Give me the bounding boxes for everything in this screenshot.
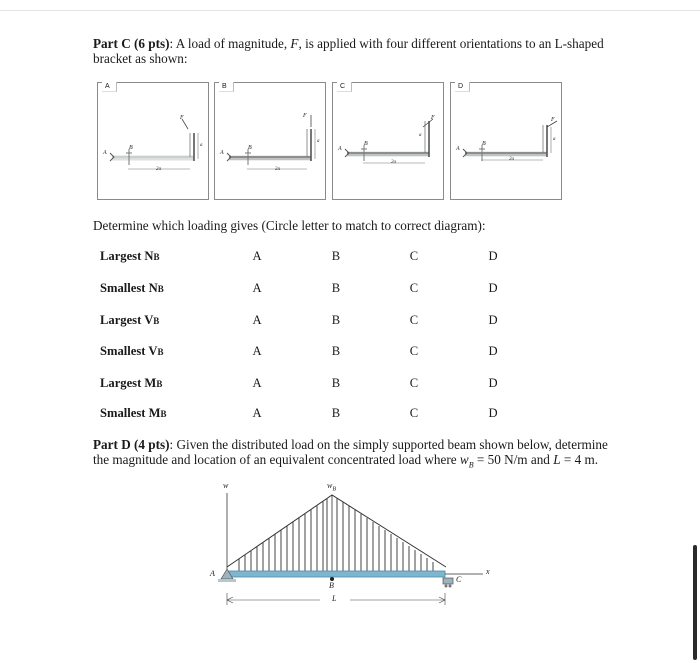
dim-2a-label: 2a bbox=[509, 157, 514, 162]
load-label: F bbox=[180, 115, 184, 121]
part-c-text-1b: , is applied with four different orientations to an L-shaped bbox=[298, 36, 604, 51]
distributed-load-diagram bbox=[200, 475, 510, 625]
part-c-text-1: : A load of magnitude, bbox=[169, 36, 291, 51]
scrollbar[interactable] bbox=[693, 545, 697, 660]
beam-figure bbox=[200, 475, 510, 630]
dim-a-label: a bbox=[317, 139, 320, 144]
diagram-panel-b bbox=[214, 82, 326, 200]
diagram-panel-a bbox=[97, 82, 209, 200]
bracket-diagram-a bbox=[98, 83, 208, 199]
dim-2a-label: 2a bbox=[391, 160, 396, 165]
load-label: F bbox=[303, 113, 307, 119]
part-d-text-2c: = 4 m. bbox=[560, 452, 599, 467]
load-label: F bbox=[431, 115, 435, 121]
diagram-panel-c bbox=[332, 82, 444, 200]
answer-row-largest-mb bbox=[0, 376, 700, 394]
row-label: Smallest VB bbox=[100, 344, 164, 358]
option-c[interactable]: C bbox=[409, 344, 419, 358]
part-d-text-1: : Given the distributed load on the simply supported beam shown below, determine bbox=[169, 437, 608, 452]
part-c-paragraph bbox=[93, 36, 613, 66]
option-a[interactable]: A bbox=[252, 281, 262, 295]
question-prompt: Determine which loading gives (Circle letter to match to correct diagram): bbox=[93, 218, 486, 233]
support-a-label: A bbox=[210, 569, 215, 578]
option-c[interactable]: C bbox=[409, 376, 419, 390]
option-a[interactable]: A bbox=[252, 344, 262, 358]
top-bar bbox=[0, 0, 700, 11]
option-d[interactable]: D bbox=[488, 313, 498, 327]
part-d-heading: Part D (4 pts) bbox=[93, 437, 170, 452]
pin-label: A bbox=[220, 150, 224, 156]
pin-label: A bbox=[456, 146, 460, 152]
option-d[interactable]: D bbox=[488, 249, 498, 263]
bracket-diagram-b bbox=[215, 83, 325, 199]
var-w: w bbox=[459, 452, 469, 467]
answer-row-largest-vb bbox=[0, 313, 700, 331]
option-b[interactable]: B bbox=[331, 344, 341, 358]
diagram-tag: B bbox=[219, 82, 234, 92]
var-w-sub: B bbox=[468, 460, 474, 470]
part-c-text-2: bracket as shown: bbox=[93, 51, 188, 66]
dim-a-label: a bbox=[419, 133, 422, 138]
diagram-tag: D bbox=[455, 82, 470, 92]
option-c[interactable]: C bbox=[409, 249, 419, 263]
option-b[interactable]: B bbox=[331, 281, 341, 295]
length-label: L bbox=[332, 594, 337, 603]
dim-2a-label: 2a bbox=[275, 167, 280, 172]
option-b[interactable]: B bbox=[331, 249, 341, 263]
diagram-tag: A bbox=[102, 82, 117, 92]
var-f: F bbox=[290, 36, 299, 51]
point-b-label: B bbox=[364, 141, 368, 147]
bracket-diagram-c bbox=[333, 83, 443, 199]
answer-row-smallest-nb bbox=[0, 281, 700, 299]
option-a[interactable]: A bbox=[252, 249, 262, 263]
pin-label: A bbox=[103, 150, 107, 156]
option-a[interactable]: A bbox=[252, 313, 262, 327]
option-a[interactable]: A bbox=[252, 406, 262, 420]
row-label: Largest MB bbox=[100, 376, 163, 390]
part-d-text-2a: the magnitude and location of an equivalent concentrated load where bbox=[93, 452, 460, 467]
bracket-diagram-d bbox=[451, 83, 561, 199]
var-l: L bbox=[553, 452, 561, 467]
diagram-panel-d bbox=[450, 82, 562, 200]
option-d[interactable]: D bbox=[488, 344, 498, 358]
row-label: Largest NB bbox=[100, 249, 160, 263]
option-d[interactable]: D bbox=[488, 406, 498, 420]
option-d[interactable]: D bbox=[488, 281, 498, 295]
option-c[interactable]: C bbox=[409, 406, 419, 420]
point-b-label: B bbox=[129, 145, 133, 151]
option-a[interactable]: A bbox=[252, 376, 262, 390]
row-label: Largest VB bbox=[100, 313, 160, 327]
row-label: Smallest NB bbox=[100, 281, 164, 295]
part-d-paragraph bbox=[93, 437, 633, 473]
option-b[interactable]: B bbox=[331, 406, 341, 420]
option-d[interactable]: D bbox=[488, 376, 498, 390]
point-b-label: B bbox=[248, 145, 252, 151]
row-label: Smallest MB bbox=[100, 406, 167, 420]
x-axis-label: x bbox=[486, 567, 490, 576]
pin-label: A bbox=[338, 146, 342, 152]
load-label: F bbox=[551, 117, 555, 123]
dim-2a-label: 2a bbox=[156, 167, 161, 172]
part-c-heading: Part C (6 pts) bbox=[93, 36, 170, 51]
point-b-label: B bbox=[482, 141, 486, 147]
w-axis-label: w bbox=[223, 481, 229, 490]
option-b[interactable]: B bbox=[331, 376, 341, 390]
support-c-label: C bbox=[456, 575, 462, 584]
option-c[interactable]: C bbox=[409, 313, 419, 327]
dim-a-label: a bbox=[200, 143, 203, 148]
option-b[interactable]: B bbox=[331, 313, 341, 327]
answer-row-smallest-vb bbox=[0, 344, 700, 362]
peak-load-label: $w_B$ bbox=[327, 481, 337, 493]
diagram-tag: C bbox=[337, 82, 352, 92]
dim-a-label: a bbox=[553, 137, 556, 142]
option-c[interactable]: C bbox=[409, 281, 419, 295]
point-b-label: B bbox=[329, 581, 334, 590]
answer-row-smallest-mb bbox=[0, 406, 700, 424]
part-d-text-2b: = 50 N/m and bbox=[473, 452, 554, 467]
answer-row-largest-nb bbox=[0, 249, 700, 267]
